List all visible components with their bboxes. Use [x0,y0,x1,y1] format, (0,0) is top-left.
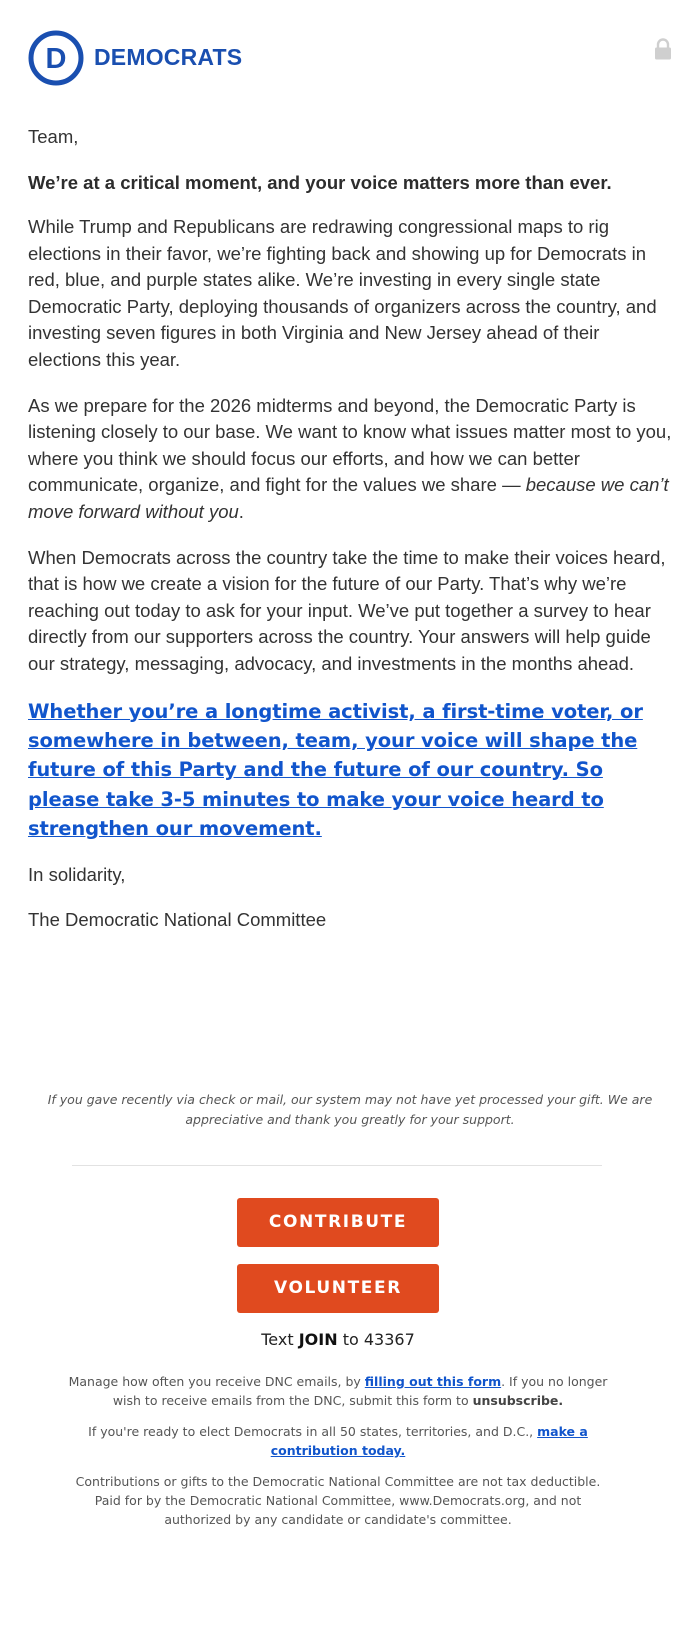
elect-democrats-text [68,1422,608,1460]
make-contribution-link[interactable]: make a contribution today. [270,1424,588,1458]
paragraph-2-start: As we prepare for the 2026 midterms and beyond, the Democratic Party is listening closely to our base. We want to know what issues matter most to you, where you think we should focus our efforts, and how we can better communicate, organize, and fight for the values we share — [28,394,672,496]
lead-sentence: We’re at a critical moment, and your voice matters more than ever. [28,172,612,193]
paragraph-3: When Democrats across the country take the time to make their voices heard, that is how we create a vision for the future of our Party. That’s why we’re reaching out today to ask for your input. We’ve put together a survey to hear directly from our supporters across the country. Your answers will help guide our strategy, messaging, advocacy, and investments in the months ahead. [28,546,666,674]
signature: The Democratic National Committee [28,908,327,930]
manage-emails-text [68,1372,608,1410]
paragraph-2-end: . [238,500,244,522]
email-body [28,124,673,952]
survey-cta-link[interactable]: Whether you’re a longtime activist, a first-time voter, or somewhere in between, team, your voice will shape the future of this Party and the future of our country. So please take 3-5 minutes to make your voice heard to strengthen our movement. [28,699,643,841]
greeting: Team, [28,126,79,147]
manage-prefix: Manage how often you receive DNC emails, by [68,1374,365,1389]
paragraph-1: While Trump and Republicans are redrawing congressional maps to rig elections in their favor, we’re fighting back and showing up for Democrats in red, blue, and purple states alike. We’re investing in every single state Democratic Party, deploying thousands of organizers across the country, and investing seven figures in both Virginia and New Jersey ahead of their elections this year. [28,216,657,370]
legal-disclaimer: Contributions or gifts to the Democratic National Committee are not tax deductible. Paid for by the Democratic National Committee, www.Democrats.org, and not authorized by any candidate or candidate's committee. [75,1474,601,1527]
logo-letter: D [45,43,67,75]
text-join-line [0,1330,676,1349]
democrats-logo-icon[interactable] [28,30,84,86]
paragraph-2-emphasis: because we can’t move forward without you [28,474,669,522]
volunteer-button[interactable]: VOLUNTEER [237,1264,439,1313]
paragraph-2 [28,393,673,526]
contribute-button[interactable]: CONTRIBUTE [237,1198,439,1247]
text-join-keyword: JOIN [298,1330,338,1349]
elect-prefix: If you're ready to elect Democrats in all 50 states, territories, and D.C., [88,1424,538,1439]
unsubscribe-link[interactable]: unsubscribe. [472,1393,564,1408]
lock-icon [654,38,672,60]
footer-divider [72,1165,602,1166]
signoff: In solidarity, [28,863,126,885]
email-header [28,28,672,88]
gift-processing-note: If you gave recently via check or mail, our system may not have yet processed your gift. We are appreciative and thank you greatly for your support. [47,1092,653,1127]
brand-name[interactable]: DEMOCRATS [94,44,243,70]
manage-middle: . If you no longer wish to receive emails from the DNC, submit this form to [112,1374,608,1408]
manage-preferences-link[interactable]: filling out this form [364,1374,502,1389]
text-join-prefix: Text [261,1330,299,1349]
text-join-suffix: to 43367 [337,1330,415,1349]
